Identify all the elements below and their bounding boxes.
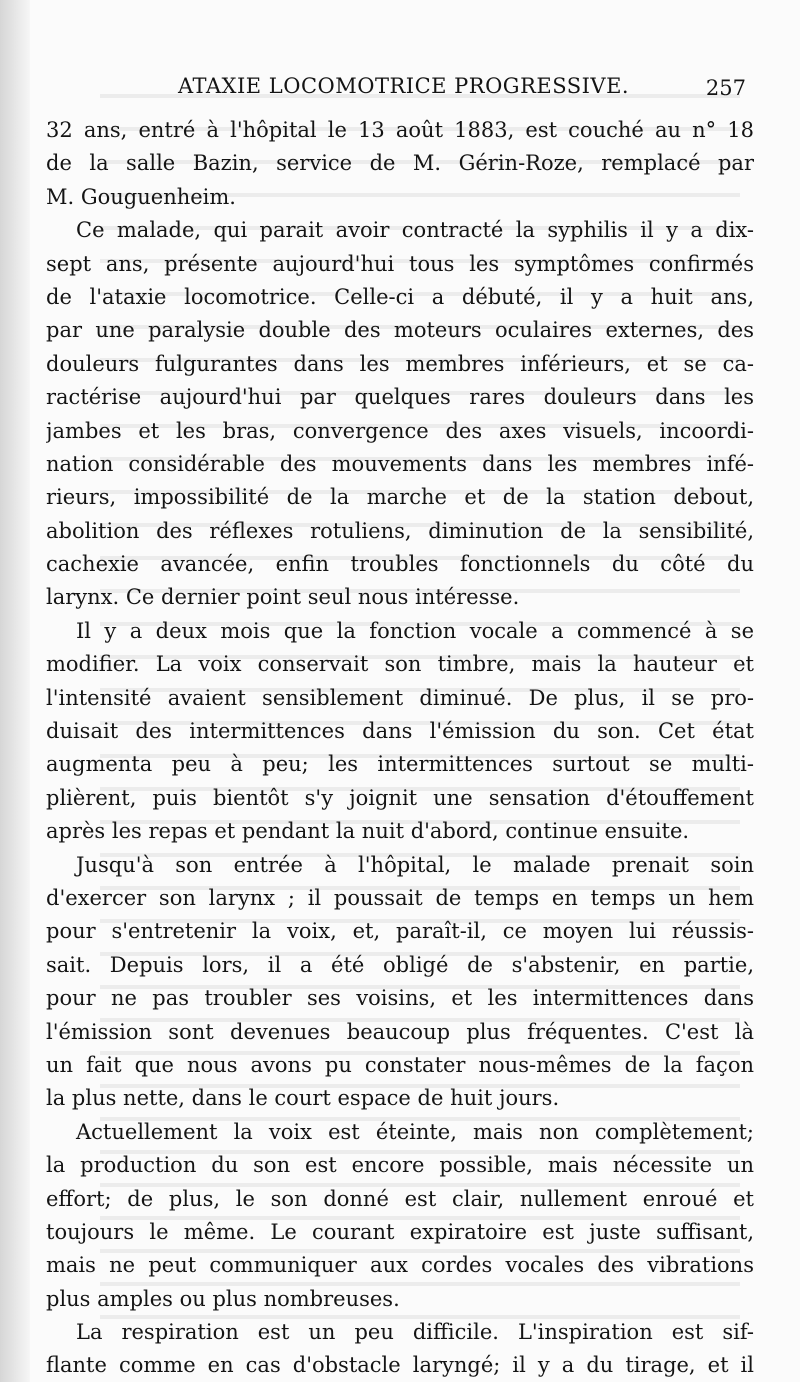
text-line: la plus nette, dans le court espace de huit jours.	[46, 1086, 560, 1111]
text-line: ractérise aujourd'hui par quelques rares douleurs dans les	[46, 385, 754, 410]
text-line: duisait des intermittences dans l'émission du son. Cet état	[46, 719, 754, 744]
text-line: plus amples ou plus nombreuses.	[46, 1286, 400, 1311]
text-line: après les repas et pendant la nuit d'abord, continue ensuite.	[46, 819, 690, 844]
text-line: jambes et les bras, convergence des axes visuels, incoordi-	[46, 418, 754, 443]
text-line: abolition des réflexes rotuliens, diminution de la sensibilité,	[46, 518, 754, 543]
text-line: de la salle Bazin, service de M. Gérin-Roze, remplacé par	[46, 151, 754, 176]
text-line: nation considérable des mouvements dans les membres infé-	[46, 451, 754, 476]
text-line: d'exercer son larynx ; il poussait de temps en temps un hem	[46, 885, 754, 910]
text-line: augmenta peu à peu; les intermittences surtout se multi-	[46, 752, 754, 777]
body-text	[46, 114, 754, 1382]
text-line: effort; de plus, le son donné est clair, nullement enroué et	[46, 1186, 754, 1211]
text-line: 32 ans, entré à l'hôpital le 13 août 1883, est couché au n° 18	[46, 118, 754, 142]
text-line: La respiration est un peu difficile. L'inspiration est sif-	[76, 1320, 754, 1345]
text-line: cachexie avancée, enfin troubles fonctionnels du côté du	[46, 552, 754, 577]
text-line: Ce malade, qui parait avoir contracté la syphilis il y a dix-	[76, 218, 754, 243]
text-line: douleurs fulgurantes dans les membres inférieurs, et se ca-	[46, 351, 754, 376]
page-header	[50, 72, 750, 108]
text-line: Il y a deux mois que la fonction vocale a commencé à se	[76, 618, 754, 643]
text-line: l'émission sont devenues beaucoup plus fréquentes. C'est là	[46, 1019, 754, 1044]
text-line: la production du son est encore possible, mais nécessite un	[46, 1153, 754, 1178]
text-line: sait. Depuis lors, il a été obligé de s'abstenir, en partie,	[46, 952, 754, 977]
text-line: toujours le même. Le courant expiratoire est juste suffisant,	[46, 1219, 754, 1244]
text-line: Actuellement la voix est éteinte, mais non complètement;	[76, 1119, 754, 1144]
text-line: flante comme en cas d'obstacle laryngé; il y a du tirage, et il	[46, 1353, 754, 1378]
text-line: Jusqu'à son entrée à l'hôpital, le malade prenait soin	[76, 852, 754, 877]
text-line: modifier. La voix conservait son timbre, mais la hauteur et	[46, 652, 754, 677]
text-line: larynx. Ce dernier point seul nous intéresse.	[46, 585, 520, 610]
text-line: pour ne pas troubler ses voisins, et les intermittences dans	[46, 986, 754, 1011]
text-line: plièrent, puis bientôt s'y joignit une sensation d'étouffement	[46, 785, 754, 810]
page-number: 257	[705, 76, 746, 100]
page-gutter-shadow	[0, 0, 30, 1382]
text-line: sept ans, présente aujourd'hui tous les symptômes confirmés	[46, 251, 754, 276]
running-title: ATAXIE LOCOMOTRICE PROGRESSIVE.	[178, 74, 630, 98]
text-line: l'intensité avaient sensiblement diminué. De plus, il se pro-	[46, 685, 754, 710]
text-line: mais ne peut communiquer aux cordes vocales des vibrations	[46, 1253, 754, 1278]
text-line: M. Gouguenheim.	[46, 184, 236, 209]
text-line: un fait que nous avons pu constater nous-mêmes de la façon	[46, 1052, 754, 1077]
text-line: de l'ataxie locomotrice. Celle-ci a débuté, il y a huit ans,	[46, 284, 754, 309]
text-line: rieurs, impossibilité de la marche et de la station debout,	[46, 485, 754, 510]
text-line: par une paralysie double des moteurs oculaires externes, des	[46, 318, 754, 343]
text-line: pour s'entretenir la voix, et, paraît-il, ce moyen lui réussis-	[46, 919, 754, 944]
